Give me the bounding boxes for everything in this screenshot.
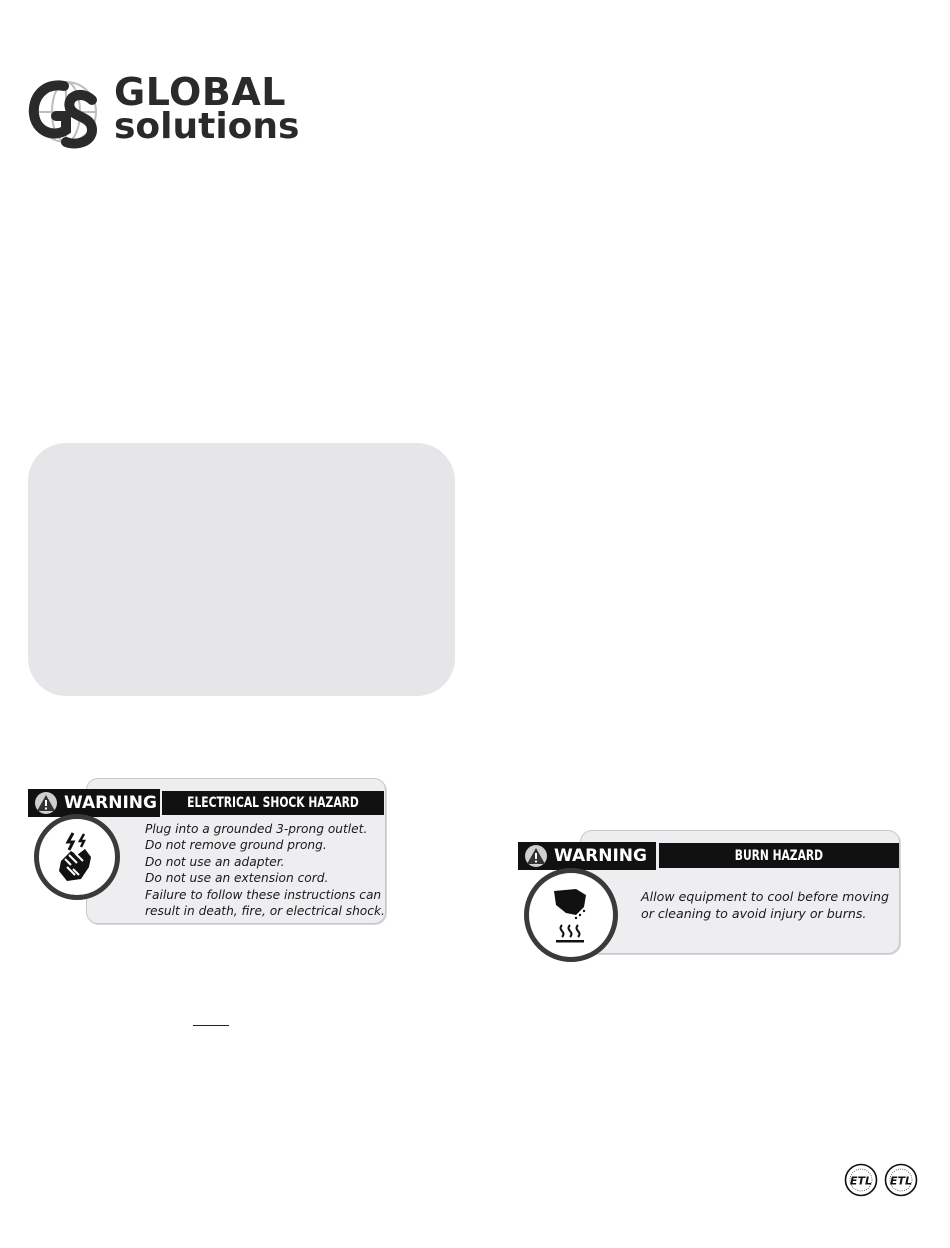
instruction-line: Do not use an extension cord. <box>145 871 329 886</box>
instruction-line: Do not remove ground prong. <box>145 838 327 853</box>
underline-rule <box>193 1025 229 1026</box>
hot-surface-hand-icon <box>524 868 618 962</box>
hazard-instructions <box>641 888 889 922</box>
instruction-line: or cleaning to avoid injury or burns. <box>641 906 867 921</box>
instruction-line: Do not use an adapter. <box>145 854 285 869</box>
company-logo <box>26 70 300 152</box>
electrical-shock-hand-icon <box>34 814 120 900</box>
instruction-line: Failure to follow these instructions can <box>145 887 382 902</box>
hazard-title-bar <box>659 843 899 868</box>
logo-word-global: GLOBAL <box>114 70 286 114</box>
logo-word-solutions: solutions <box>114 106 300 147</box>
etl-mark-text: ETL <box>889 1174 913 1188</box>
hazard-title: BURN HAZARD <box>734 847 824 864</box>
etl-sanitation-mark-icon <box>884 1163 918 1197</box>
warning-tag-text: WARNING <box>64 793 157 813</box>
etl-mark-text: ETL <box>849 1174 873 1188</box>
electrical-shock-warning-label <box>28 776 388 928</box>
warning-triangle-icon <box>524 845 548 867</box>
etl-listed-mark-icon <box>844 1163 878 1197</box>
hazard-title-bar <box>162 791 384 815</box>
warning-tag-text: WARNING <box>554 846 647 866</box>
info-panel <box>28 443 455 696</box>
warning-tag <box>518 842 656 870</box>
instruction-line: result in death, fire, or electrical shock. <box>145 904 385 919</box>
instruction-line: Plug into a grounded 3-prong outlet. <box>145 822 368 836</box>
burn-hazard-warning-label <box>518 828 900 968</box>
hazard-instructions <box>145 821 385 919</box>
instruction-line: Allow equipment to cool before moving <box>641 889 889 904</box>
hazard-title: ELECTRICAL SHOCK HAZARD <box>187 795 359 811</box>
warning-tag <box>28 789 160 817</box>
globe-gs-logo-icon <box>26 72 106 152</box>
warning-triangle-icon <box>34 792 58 814</box>
